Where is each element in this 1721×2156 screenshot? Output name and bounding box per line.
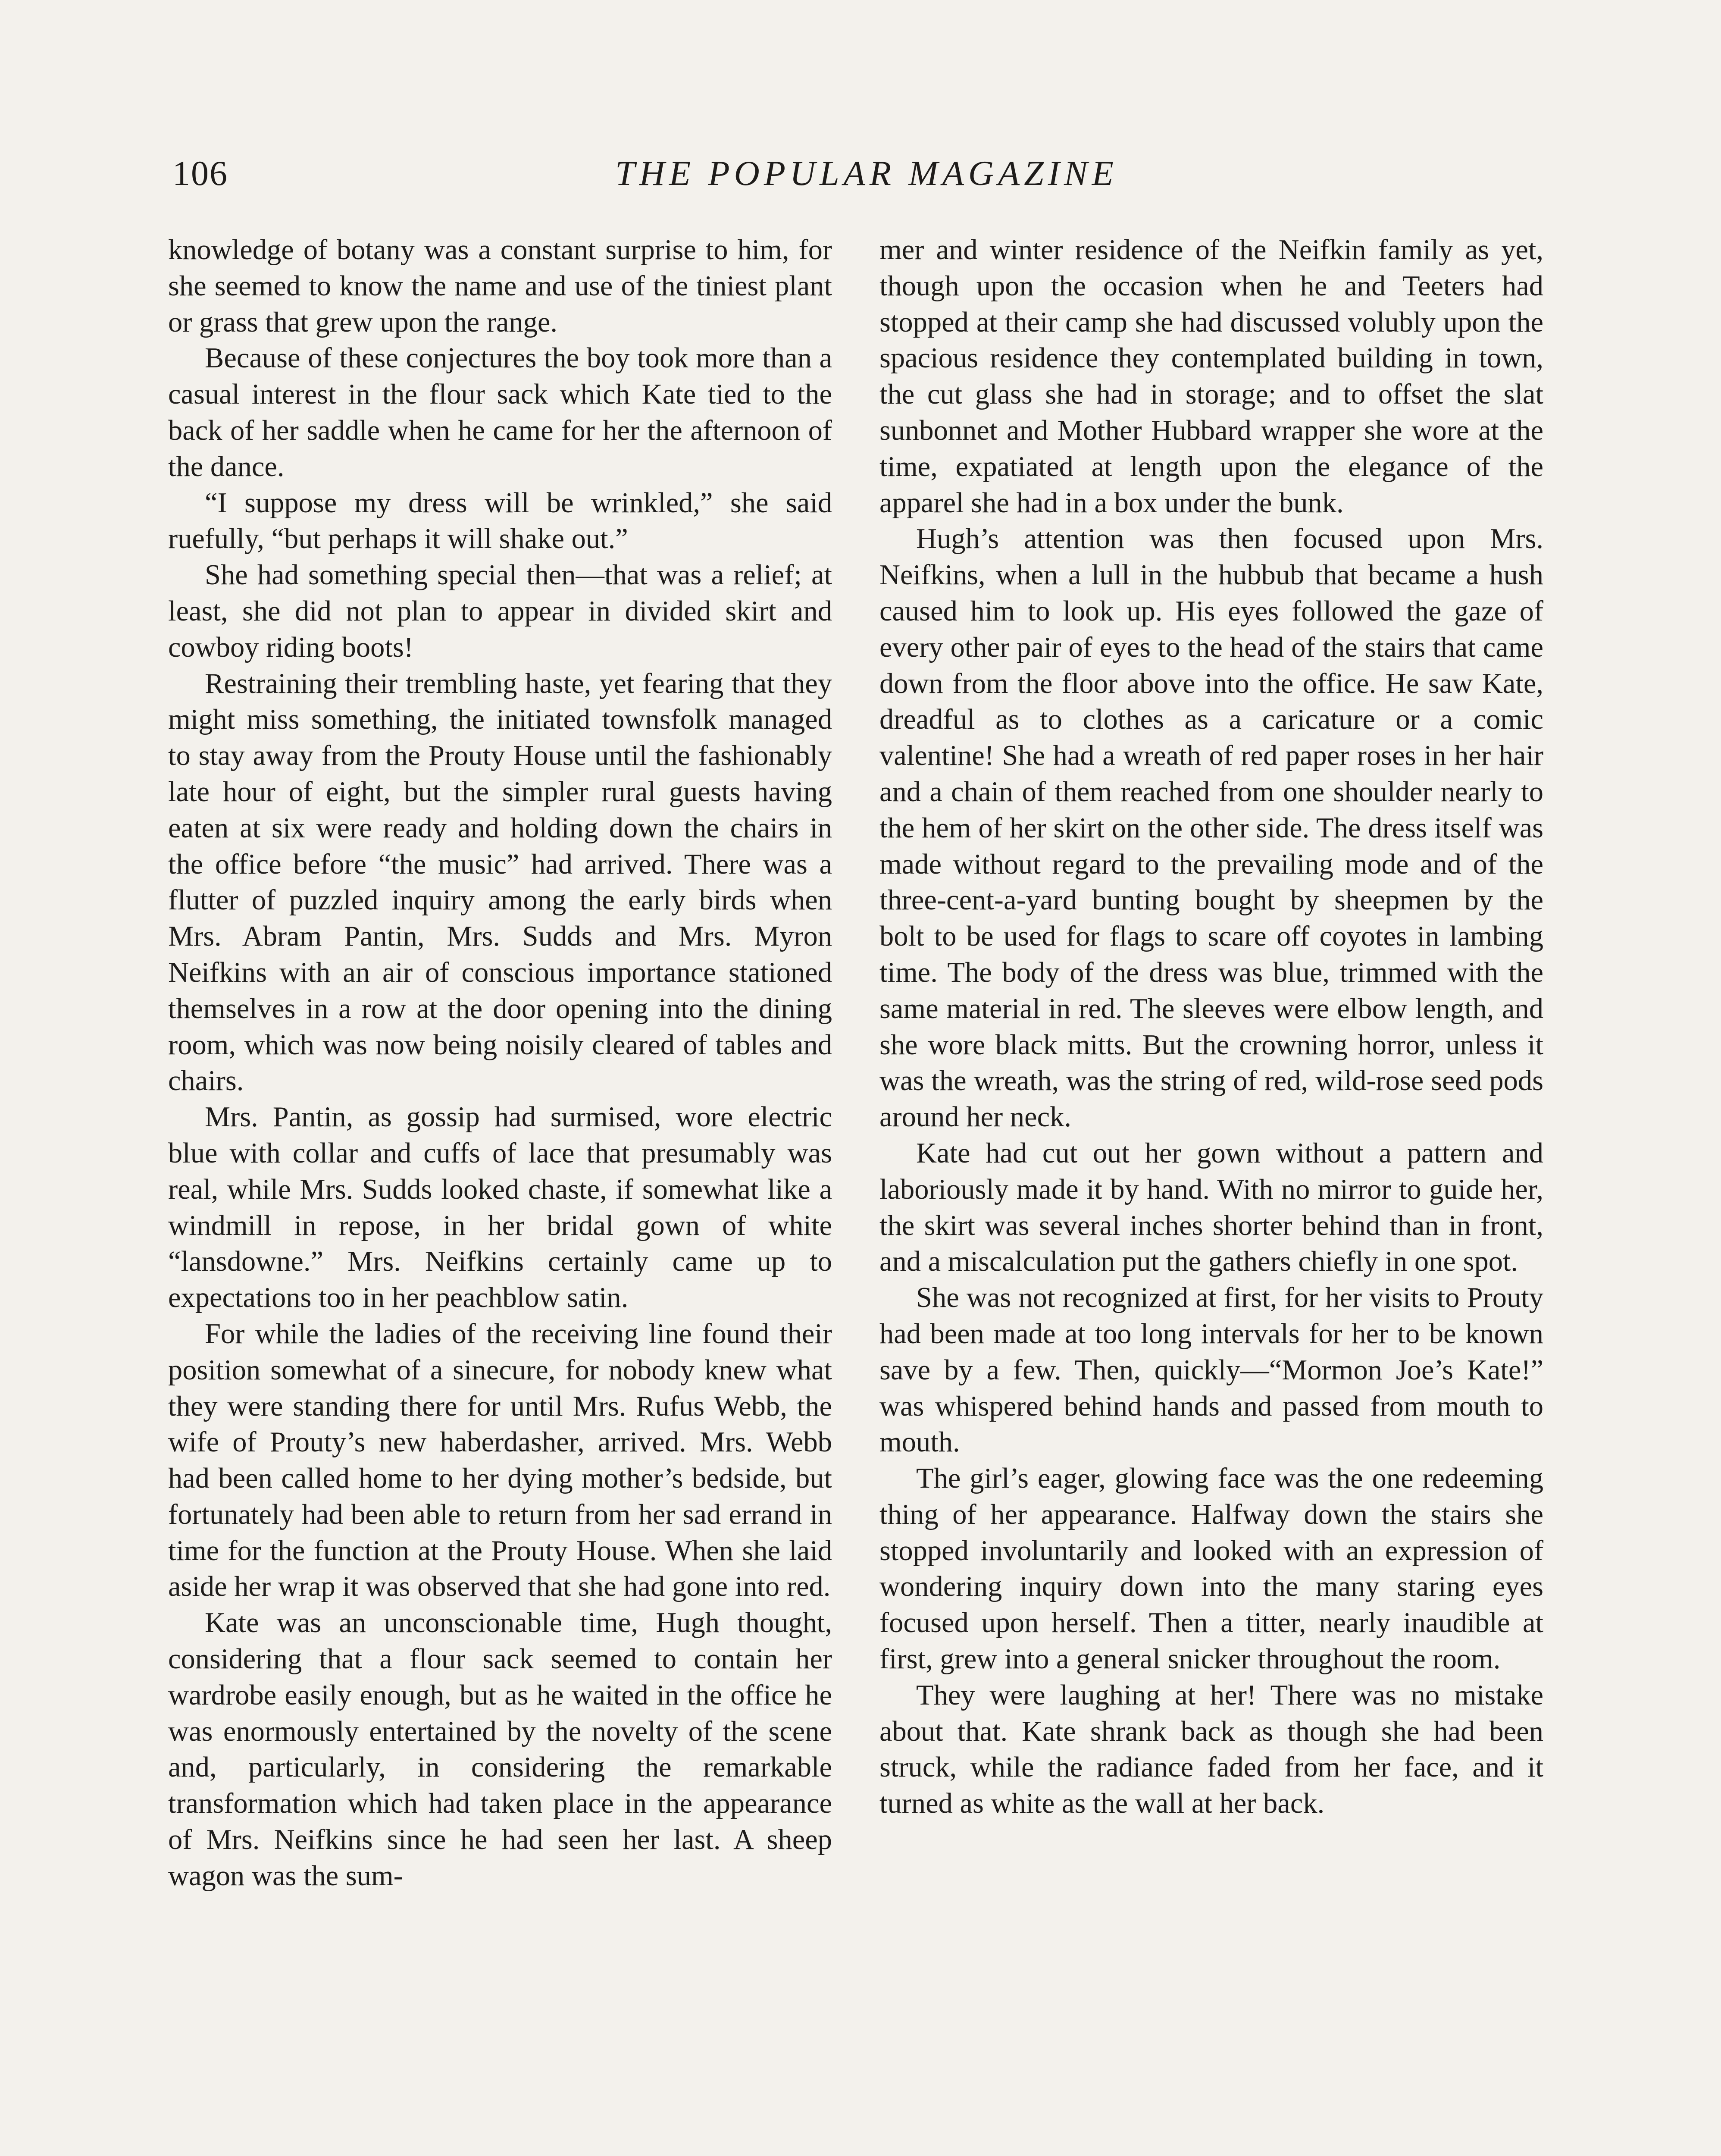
- paragraph: They were laughing at her! There was no mistake about that. Kate shrank back as though she had been struck, while the radiance faded from her face, and it turned as white as the wall at her back.: [879, 1679, 1543, 1820]
- paragraph: She was not recognized at first, for her visits to Prouty had been made at too long intervals for her to be known save by a few. Then, quickly—“Mormon Joe’s Kate!” was whispered behind hands and passed from mouth to mouth.: [879, 1282, 1543, 1458]
- paragraph: Mrs. Pantin, as gossip had surmised, wore electric blue with collar and cuffs of lace that presumably was real, while Mrs. Sudds looked chaste, if somewhat like a windmill in repose, in her bridal gown of white “lansdowne.” Mrs. Neifkins certainly came up to expectations too in her peachblow satin.: [168, 1101, 832, 1314]
- paragraph: For while the ladies of the receiving line found their position somewhat of a sinecure, for nobody knew what they were standing there for until Mrs. Rufus Webb, the wife of Prouty’s new haberdasher, arrived. Mrs. Webb had been called home to her dying mother’s bedside, but fortunately had been able to return from her sad errand in time for the function at the Prouty House. When she laid aside her wrap it was observed that she had gone into red.: [168, 1318, 832, 1603]
- paragraph: knowledge of botany was a constant surprise to him, for she seemed to know the name and use of the tiniest plant or grass that grew upon the range.: [168, 234, 832, 338]
- paragraph: Because of these conjectures the boy took more than a casual interest in the flour sack which Kate tied to the back of her saddle when he came for her the afternoon of the dance.: [168, 342, 832, 483]
- page-number: 106: [172, 154, 228, 193]
- running-head: THE POPULAR MAGAZINE: [615, 154, 1118, 193]
- paragraph: Kate had cut out her gown without a pattern and laboriously made it by hand. With no mirror to guide her, the skirt was several inches shorter behind than in front, and a miscalculation put the gathers chiefly in one spot.: [879, 1137, 1543, 1278]
- left-column: [168, 232, 832, 1894]
- paragraph: She had something special then—that was a relief; at least, she did not plan to appear in divided skirt and cowboy riding boots!: [168, 559, 832, 663]
- paragraph: Hugh’s attention was then focused upon Mrs. Neifkins, when a lull in the hubbub that became a hush caused him to look up. His eyes followed the gaze of every other pair of eyes to the head of the stairs that came down from the floor above into the office. He saw Kate, dreadful as to clothes as a caricature or a comic valentine! She had a wreath of red paper roses in her hair and a chain of them reached from one shoulder nearly to the hem of her skirt on the other side. The dress itself was made without regard to the prevailing mode and of the three-cent-a-yard bunting bought by sheepmen by the bolt to be used for flags to scare off coyotes in lambing time. The body of the dress was blue, trimmed with the same material in red. The sleeves were elbow length, and she wore black mitts. But the crowning horror, unless it was the wreath, was the string of red, wild-rose seed pods around her neck.: [879, 523, 1543, 1133]
- paragraph: mer and winter residence of the Neifkin family as yet, though upon the occasion when he and Teeters had stopped at their camp she had discussed volubly upon the spacious residence they contemplated building in town, the cut glass she had in storage; and to offset the slat sunbonnet and Mother Hubbard wrapper she wore at the time, expatiated at length upon the elegance of the apparel she had in a box under the bunk.: [879, 234, 1543, 519]
- page-header: [172, 153, 1561, 205]
- paragraph: Kate was an unconscionable time, Hugh thought, considering that a flour sack seemed to contain her wardrobe easily enough, but as he waited in the office he was enormously entertained by the novelty of the scene and, particularly, in considering the remarkable transformation which had taken place in the appearance of Mrs. Neifkins since he had seen her last. A sheep wagon was the sum-: [168, 1607, 832, 1892]
- right-column: [879, 232, 1543, 1822]
- paragraph: “I suppose my dress will be wrinkled,” she said ruefully, “but perhaps it will shake out.”: [168, 487, 832, 555]
- paragraph: The girl’s eager, glowing face was the one redeeming thing of her appearance. Halfway down the stairs she stopped involuntarily and looked with an expression of wondering inquiry down into the many staring eyes focused upon herself. Then a titter, nearly inaudible at first, grew into a general snicker throughout the room.: [879, 1463, 1543, 1675]
- paragraph: Restraining their trembling haste, yet fearing that they might miss something, the initiated townsfolk managed to stay away from the Prouty House until the fashionably late hour of eight, but the simpler rural guests having eaten at six were ready and holding down the chairs in the office before “the music” had arrived. There was a flutter of puzzled inquiry among the early birds when Mrs. Abram Pantin, Mrs. Sudds and Mrs. Myron Neifkins with an air of conscious importance stationed themselves in a row at the door opening into the dining room, which was now being noisily cleared of tables and chairs.: [168, 667, 832, 1097]
